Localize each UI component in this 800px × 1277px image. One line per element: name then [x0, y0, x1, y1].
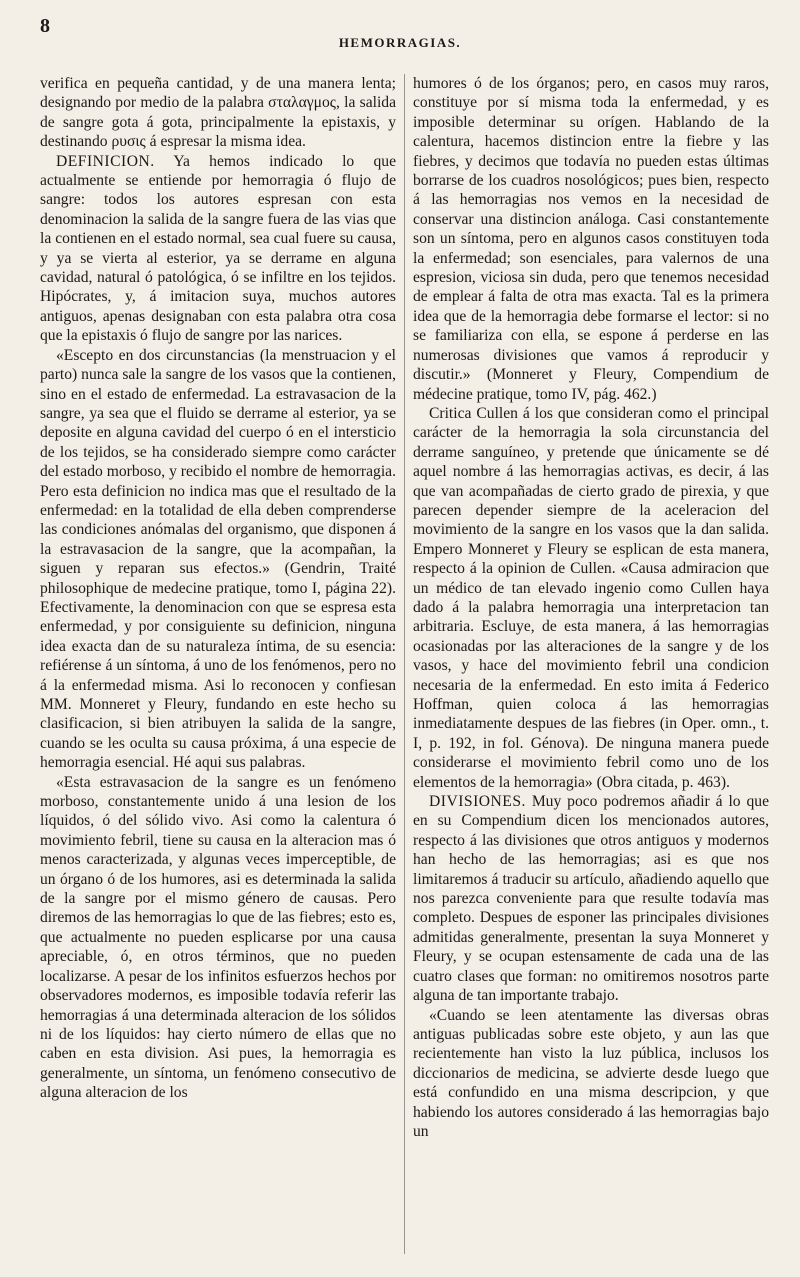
section-heading-divisiones: DIVISIONES.: [429, 793, 526, 811]
paragraph: humores ó de los órganos; pero, en casos muy raros, constituye por sí misma toda la enfermedad, y es imposible determinar su orígen. Hablando de la calentura, hacemos distincion entre la fiebre y las fiebres, y decimos que todavía no pueden estas últimas borrarse de los cuadros nosológicos; pues bien, respecto á las hemorragias nos vemos en la necesidad de conservar una distincion análoga. Casi constantemente son un síntoma, pero en algunos casos constituyen toda la enfermedad; son esenciales, para valernos de una espresion, viciosa sin duda, pero que tenemos necesidad de emplear á falta de otra mas exacta. Tal es la primera idea que de la hemorragia debe formarse el lector: si no se familiariza con ella, se espone á perderse en las numerosas divisiones que vamos á reproducir y discutir.» (Monneret y Fleury, Compendium de médecine pratique, tomo IV, pág. 462.): [413, 75, 769, 403]
section-heading-definicion: DEFINICION.: [56, 152, 155, 170]
paragraph-text: Ya hemos indicado lo que actualmente se entiende por hemorragia ó flujo de sangre: todos los autores espresan con esta denominacion la salida de la sangre fuera de las vias que la contienen en el estado normal, sea cual fuere su causa, y ya se vierta al esterior, ya se derrame en alguna cavidad, natural ó patológica, ó se infiltre en los tejidos. Hipócrates, y, á imitacion suya, muchos autores antiguos, apenas designaban con esta palabra otra cosa que la epistaxis ó flujo de sangre por las narices.: [40, 152, 396, 345]
right-column: [413, 74, 769, 1141]
paragraph-text: Muy poco podremos añadir á lo que en su Compendium dicen los mencionados autores, respecto á las divisiones que otros antiguos y modernos han hecho de las hemorragias; asi es que nos limitaremos á traducir su artículo, añadiendo aquello que nos parezca conveniente para que resulte todavía mas completo. Despues de esponer las principales divisiones admitidas generalmente, presentan la suya Monneret y Fleury, y se ocupan estensamente de cada una de las cuatro clases que forman: no omitiremos nosotros parte alguna de tan importante trabajo.: [413, 793, 769, 1005]
paragraph: «Escepto en dos circunstancias (la menstruacion y el parto) nunca sale la sangre de los vasos que la contienen, sino en el estado de enfermedad. La estravasacion de la sangre, ya sea que el fluido se derrame al esterior, ya se deposite en alguna cavidad del cuerpo ó en el intersticio de los tejidos, se ha considerado siempre como carácter del estado morboso, y recibido el nombre de hemorragia. Pero esta definicion no indica mas que el resultado de la enfermedad: en la totalidad de ella deben comprenderse las condiciones anómalas del organismo, que disponen á la estravasacion de la sangre, que la acompañan, la siguen y reparan sus efectos.» (Gendrin, Traité philosophique de medecine pratique, tomo I, página 22). Efectivamente, la denominacion con que se espresa esta enfermedad, y por consiguiente su definicion, ninguna idea exacta dan de su naturaleza íntima, de su esencia: refiérense á un síntoma, á uno de los fenómenos, pero no á la enfermedad misma. Asi lo reconocen y confiesan MM. Monneret y Fleury, fundando en este hecho su clasificacion, si bien atribuyen la salida de la sangre, cuando se les oculta su causa próxima, á una especie de hemorragia esencial. Hé aqui sus palabras.: [40, 346, 396, 772]
paragraph: «Esta estravasacion de la sangre es un fenómeno morboso, constantemente unido á una lesion de los líquidos, ó del sólido vivo. Asi como la calentura ó movimiento febril, tiene su causa en la alteracion mas ó menos caracterizada, y algunas veces imperceptible, de un órgano ó de los humores, asi es determinada la salida de la sangre por el mismo género de causas. Pero diremos de las hemorragias lo que de las fiebres; esto es, que actualmente no pueden esplicarse por una causa apreciable, ó, en otros términos, que no pueden localizarse. A pesar de los infinitos esfuerzos hechos por observadores modernos, es imposible todavía referir las hemorragias á una determinada alteracion de los sólidos ni de los líquidos: hay cierto número de ellas que no caben en esta division. Asi pues, la hemorragia es generalmente, un síntoma, un fenómeno consecutivo de alguna alteracion de los: [40, 773, 396, 1102]
left-column: [40, 74, 396, 1103]
paragraph: Critica Cullen á los que consideran como el principal carácter de la hemorragia la sola circunstancia del derrame sanguíneo, y pretende que únicamente se dé aquel nombre á las hemorragias activas, es decir, á las que van acompañadas de cierto grado de pirexia, y que parecen depender siempre de la aceleracion del movimiento de la sangre en los vasos que la dan salida. Empero Monneret y Fleury se esplican de esta manera, respecto á la opinion de Cullen. «Causa admiracion que un médico de tan elevado ingenio como Cullen haya dado á la palabra hemorragia una interpretacion tan arbitraria. Escluye, de esta manera, á las hemorragias ocasionadas por las alteraciones de la sangre y de los vasos, y hace del movimiento febril una condicion necesaria de la enfermedad. En esto imita á Federico Hoffman, quien coloca á las hemorragias inmediatamente despues de las fiebres (in Oper. omn., t. I, p. 192, in fol. Génova). De ninguna manera puede considerarse el movimiento febril como uno de los elementos de la hemorragia» (Obra citada, p. 463).: [413, 404, 769, 791]
page-number: 8: [40, 15, 50, 37]
running-title: HEMORRAGIAS.: [338, 35, 462, 50]
paragraph: «Cuando se leen atentamente las diversas obras antiguas publicadas sobre este objeto, y aun las que recientemente han visto la luz pública, inclusos los diccionarios de medicina, se advierte desde luego que está confundido en una misma descripcion, y que habiendo los autores considerado á las hemorragias bajo un: [413, 1006, 769, 1140]
paragraph-divisiones: [413, 792, 769, 1005]
paragraph: verifica en pequeña cantidad, y de una manera lenta; designando por medio de la palabra σταλαγμος, la salida de sangre gota á gota, principalmente la epistaxis, y destinando ρυσις á espresar la misma idea.: [40, 75, 396, 151]
column-divider: [404, 74, 405, 1254]
paragraph-definicion: [40, 152, 396, 346]
